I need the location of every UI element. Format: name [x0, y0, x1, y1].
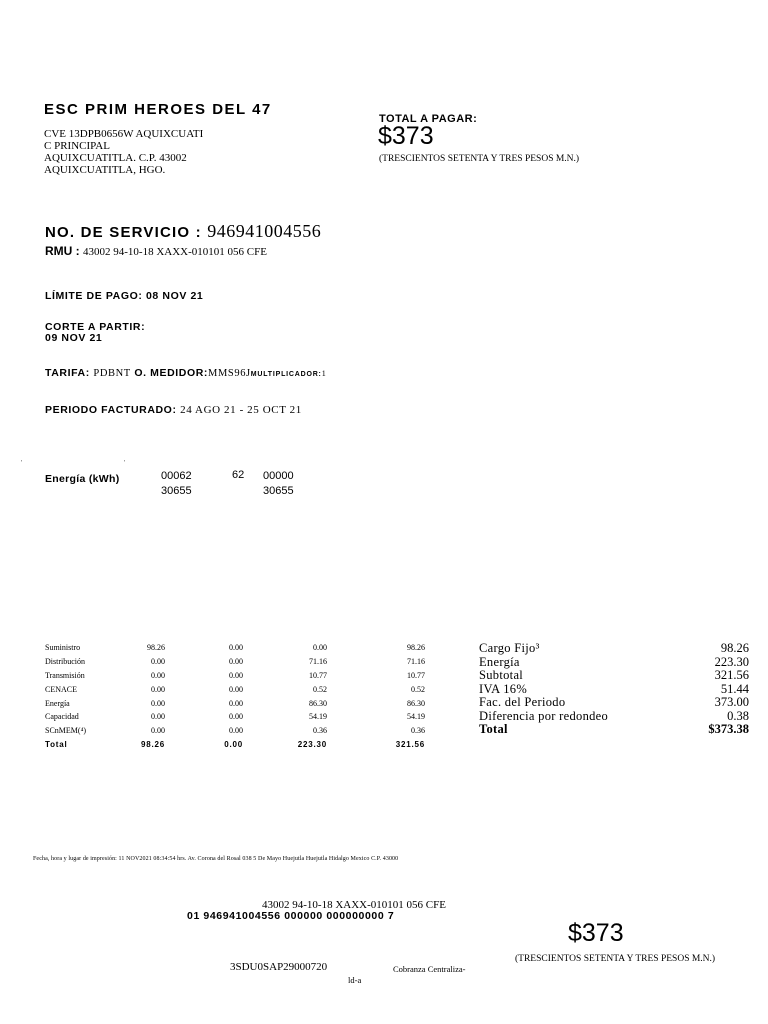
cell: 223.30	[297, 740, 327, 750]
summary-value: $373.38	[708, 722, 749, 736]
cell: 0.00	[224, 740, 243, 750]
tariff-value: PDBNT	[93, 368, 131, 379]
summary-value: 0.38	[727, 708, 749, 723]
cell: 0.00	[229, 698, 243, 708]
cell: 0.00	[313, 643, 327, 652]
energy-reading: 00000	[263, 470, 294, 482]
rmu-line	[45, 244, 267, 258]
summary-row	[479, 695, 749, 709]
cell: 0.00	[151, 684, 165, 694]
cell: 0.00	[151, 656, 165, 666]
footer-amount: $373	[568, 919, 624, 947]
collection-label: Cobranza Centraliza-	[393, 964, 466, 974]
energy-reading: 30655	[161, 485, 192, 497]
multiplier-value: 1	[321, 369, 327, 378]
summary-value: 98.26	[720, 641, 749, 655]
service-number: 946941004556	[207, 221, 322, 241]
cutoff-value: 09 NOV 21	[45, 332, 103, 344]
row-label: CENACE	[45, 684, 77, 694]
total-label: TOTAL A PAGAR:	[379, 113, 478, 125]
cell: 0.00	[229, 712, 243, 722]
summary-row	[479, 709, 749, 723]
collection-suffix: ld-a	[348, 975, 362, 985]
cell: 0.00	[151, 726, 165, 736]
payment-deadline: LÍMITE DE PAGO: 08 NOV 21	[45, 290, 204, 302]
total-amount: $373	[378, 122, 434, 150]
summary-value: 51.44	[720, 681, 749, 696]
cell: 0.00	[229, 726, 243, 736]
summary-value: 223.30	[714, 654, 749, 669]
cell: 86.30	[407, 698, 425, 708]
cell: 54.19	[309, 712, 327, 722]
address-line: AQUIXCUATITLA. C.P. 43002	[44, 152, 187, 164]
summary-label: Total	[479, 722, 508, 736]
summary-label: Cargo Fijo³	[479, 641, 540, 655]
cell: 0.00	[151, 670, 165, 680]
summary-total-row	[479, 722, 749, 736]
cell: 10.77	[407, 670, 425, 680]
cell: 0.52	[313, 684, 327, 694]
row-label: SCnMEM(⁴)	[45, 726, 87, 736]
cell: 0.00	[229, 684, 243, 694]
cell: 98.26	[140, 740, 165, 750]
tariff-line	[45, 367, 326, 379]
meter-value: MMS96J	[208, 368, 251, 379]
cell: 86.30	[309, 698, 327, 708]
row-label: Transmisión	[45, 670, 85, 680]
billing-period	[45, 404, 302, 416]
rmu-value: 43002 94-10-18 XAXX-010101 056 CFE	[83, 246, 267, 258]
period-value: 24 AGO 21 - 25 OCT 21	[180, 404, 302, 416]
meter-label: O. MEDIDOR:	[134, 367, 209, 379]
tick-mark: '	[124, 459, 126, 467]
address-line: AQUIXCUATITLA, HGO.	[44, 164, 166, 176]
cell: 98.26	[407, 643, 425, 652]
period-label: PERIODO FACTURADO:	[45, 404, 177, 416]
row-label: Capacidad	[45, 712, 79, 722]
row-label: Energía	[45, 698, 70, 708]
cell: 71.16	[407, 656, 425, 666]
cell: 0.00	[151, 712, 165, 722]
cell: 321.56	[395, 740, 425, 750]
footer-code: 3SDU0SAP29000720	[230, 961, 328, 973]
energy-label: Energía (kWh)	[45, 473, 120, 485]
customer-address	[44, 128, 203, 176]
summary-value: 321.56	[714, 668, 749, 682]
cell: 0.36	[313, 726, 327, 736]
customer-name: ESC PRIM HEROES DEL 47	[44, 101, 272, 118]
row-label: Total	[45, 740, 68, 750]
cell: 0.52	[411, 684, 425, 694]
cell: 0.00	[151, 698, 165, 708]
rmu-label: RMU :	[45, 244, 80, 258]
tick-mark: '	[21, 459, 23, 467]
summary-row	[479, 682, 749, 696]
summary-row	[479, 655, 749, 669]
multiplier-label: MULTIPLICADOR:	[250, 371, 322, 378]
row-label: Suministro	[45, 643, 81, 652]
cell: 0.00	[229, 670, 243, 680]
service-label: NO. DE SERVICIO :	[45, 224, 202, 241]
energy-reading: 62	[232, 469, 245, 481]
print-date-location: Fecha, hora y lugar de impresión: 11 NOV2021 08:34:54 hrs. Av. Corona del Rosal 038 5 De Mayo Huejutla Huejutla Hidalgo Mexico C.P. 43000	[33, 856, 399, 862]
footer-rmu: 43002 94-10-18 XAXX-010101 056 CFE	[262, 899, 446, 911]
summary-value: 373.00	[714, 695, 749, 709]
summary-label: Diferencia por redondeo	[479, 708, 609, 723]
cell: 71.16	[309, 656, 327, 666]
service-number-line	[45, 221, 321, 242]
tariff-label: TARIFA:	[45, 367, 90, 379]
summary-label: IVA 16%	[479, 681, 528, 696]
cell: 0.36	[411, 726, 425, 736]
summary-row	[479, 668, 749, 682]
cell: 98.26	[147, 643, 165, 652]
cell: 54.19	[407, 712, 425, 722]
total-words: (TRESCIENTOS SETENTA Y TRES PESOS M.N.)	[379, 154, 580, 164]
summary-label: Subtotal	[479, 668, 524, 682]
payment-reference: 01 946941004556 000000 000000000 7	[187, 910, 395, 922]
energy-reading: 30655	[263, 485, 294, 497]
address-line: CVE 13DPB0656W AQUIXCUATI	[44, 128, 204, 140]
cutoff-label: CORTE A PARTIR:	[45, 321, 146, 333]
cell: 10.77	[309, 670, 327, 680]
summary-row	[479, 641, 749, 655]
summary-label: Energía	[479, 654, 520, 669]
cutoff-date	[45, 322, 145, 344]
energy-reading: 00062	[161, 470, 192, 482]
summary-label: Fac. del Periodo	[479, 695, 566, 709]
row-label: Distribución	[45, 656, 85, 666]
charges-summary	[479, 641, 749, 736]
address-line: C PRINCIPAL	[44, 140, 110, 152]
footer-amount-words: (TRESCIENTOS SETENTA Y TRES PESOS M.N.)	[515, 954, 716, 964]
cell: 0.00	[229, 643, 243, 652]
cell: 0.00	[229, 656, 243, 666]
